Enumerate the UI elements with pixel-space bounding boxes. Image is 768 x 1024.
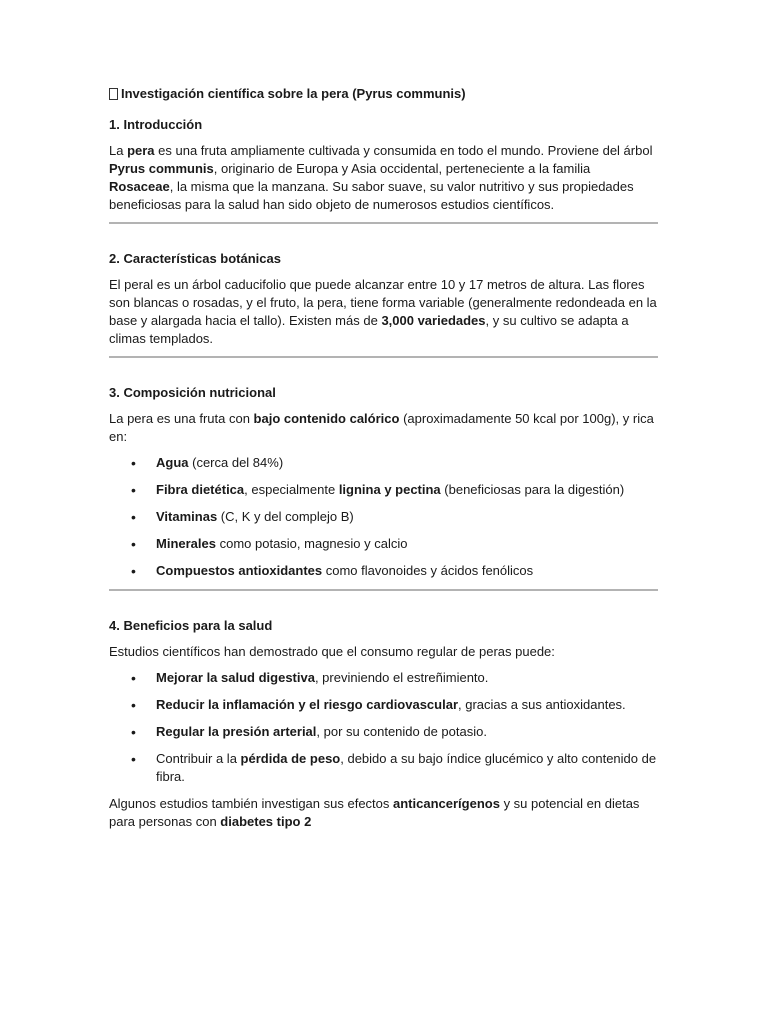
list-item [109,535,658,553]
document-body [109,84,658,839]
text-run: (C, K y del complejo B) [217,509,354,524]
sections-container [109,116,658,831]
text-run: El peral es un árbol caducifolio que puede alcanzar entre 10 y 17 metros de altura. Las flores son blancas o rosadas, y el fruto, la pera, tiene forma variable (generalmente redondeada en la base y alargada hacia el tallo). Existen más de [109,277,657,328]
bold-text: pérdida de peso [240,751,341,766]
bold-text: Agua [156,455,189,470]
bold-text: Compuestos antioxidantes [156,563,323,578]
paragraph [109,410,658,446]
bold-text: Mejorar la salud digestiva [156,670,315,685]
document-title [109,84,658,104]
text-run: es una fruta ampliamente cultivada y consumida en todo el mundo. Proviene del árbol [154,143,653,158]
paragraph [109,795,658,831]
section-divider [109,222,658,224]
text-run: , y su cultivo se adapta a climas templados. [109,313,629,346]
text-run: como potasio, magnesio y calcio [215,536,408,551]
list-item [109,696,658,714]
bold-text: Rosaceae [109,179,170,194]
list-item [109,669,658,687]
text-run: , debido a su bajo índice glucémico y alto contenido de fibra. [156,751,657,784]
text-run: Estudios científicos han demostrado que el consumo regular de peras puede: [109,644,555,659]
section-divider [109,356,658,358]
bold-text: bajo contenido calórico [253,411,400,426]
paragraph [109,643,658,661]
text-run: (aproximadamente 50 kcal por 100g), y rica en: [109,411,654,444]
bold-text: diabetes tipo 2 [220,814,312,829]
section-heading: 2. Características botánicas [109,251,281,266]
text-run: , previniendo el estreñimiento. [314,670,489,685]
bold-text: 3,000 variedades [381,313,486,328]
bullet-list [109,669,658,786]
document-title-text: Investigación científica sobre la pera (Pyrus communis) [121,86,466,101]
bold-text: anticancerígenos [393,796,500,811]
bullet-list [109,454,658,580]
section-beneficios [109,617,658,831]
bold-text: Vitaminas [156,509,218,524]
list-item [109,562,658,580]
text-run: , por su contenido de potasio. [316,724,487,739]
bold-text: Reducir la inflamación y el riesgo cardiovascular [156,697,459,712]
text-run: Contribuir a la [156,751,241,766]
list-item [109,723,658,741]
text-run: , originario de Europa y Asia occidental, perteneciente a la familia [213,161,591,176]
section-intro [109,116,658,224]
text-run: La [109,143,128,158]
section-nutricion [109,384,658,591]
section-heading: 4. Beneficios para la salud [109,618,273,633]
bold-text: Pyrus communis [109,161,214,176]
bold-text: pera [127,143,155,158]
text-run: y su potencial en dietas para personas con [109,796,640,829]
text-run: , gracias a sus antioxidantes. [458,697,626,712]
section-divider [109,589,658,591]
text-run: (beneficiosas para la digestión) [440,482,625,497]
bold-text: Minerales [156,536,216,551]
section-heading: 1. Introducción [109,117,203,132]
missing-glyph-icon [109,88,118,100]
list-item [109,508,658,526]
section-heading: 3. Composición nutricional [109,385,276,400]
text-run: (cerca del 84%) [188,455,284,470]
list-item [109,481,658,499]
bold-text: Fibra dietética [156,482,245,497]
paragraph [109,142,658,214]
text-run: , especialmente [244,482,339,497]
text-run: La pera es una fruta con [109,411,254,426]
text-run: Algunos estudios también investigan sus efectos [109,796,394,811]
section-botanica [109,250,658,358]
paragraph [109,276,658,348]
list-item [109,454,658,472]
text-run: como flavonoides y ácidos fenólicos [322,563,534,578]
bold-text: lignina y pectina [338,482,441,497]
list-item [109,750,658,786]
text-run: , la misma que la manzana. Su sabor suave, su valor nutritivo y sus propiedades beneficiosas para la salud han sido objeto de numerosos estudios científicos. [109,179,634,212]
bold-text: Regular la presión arterial [156,724,317,739]
